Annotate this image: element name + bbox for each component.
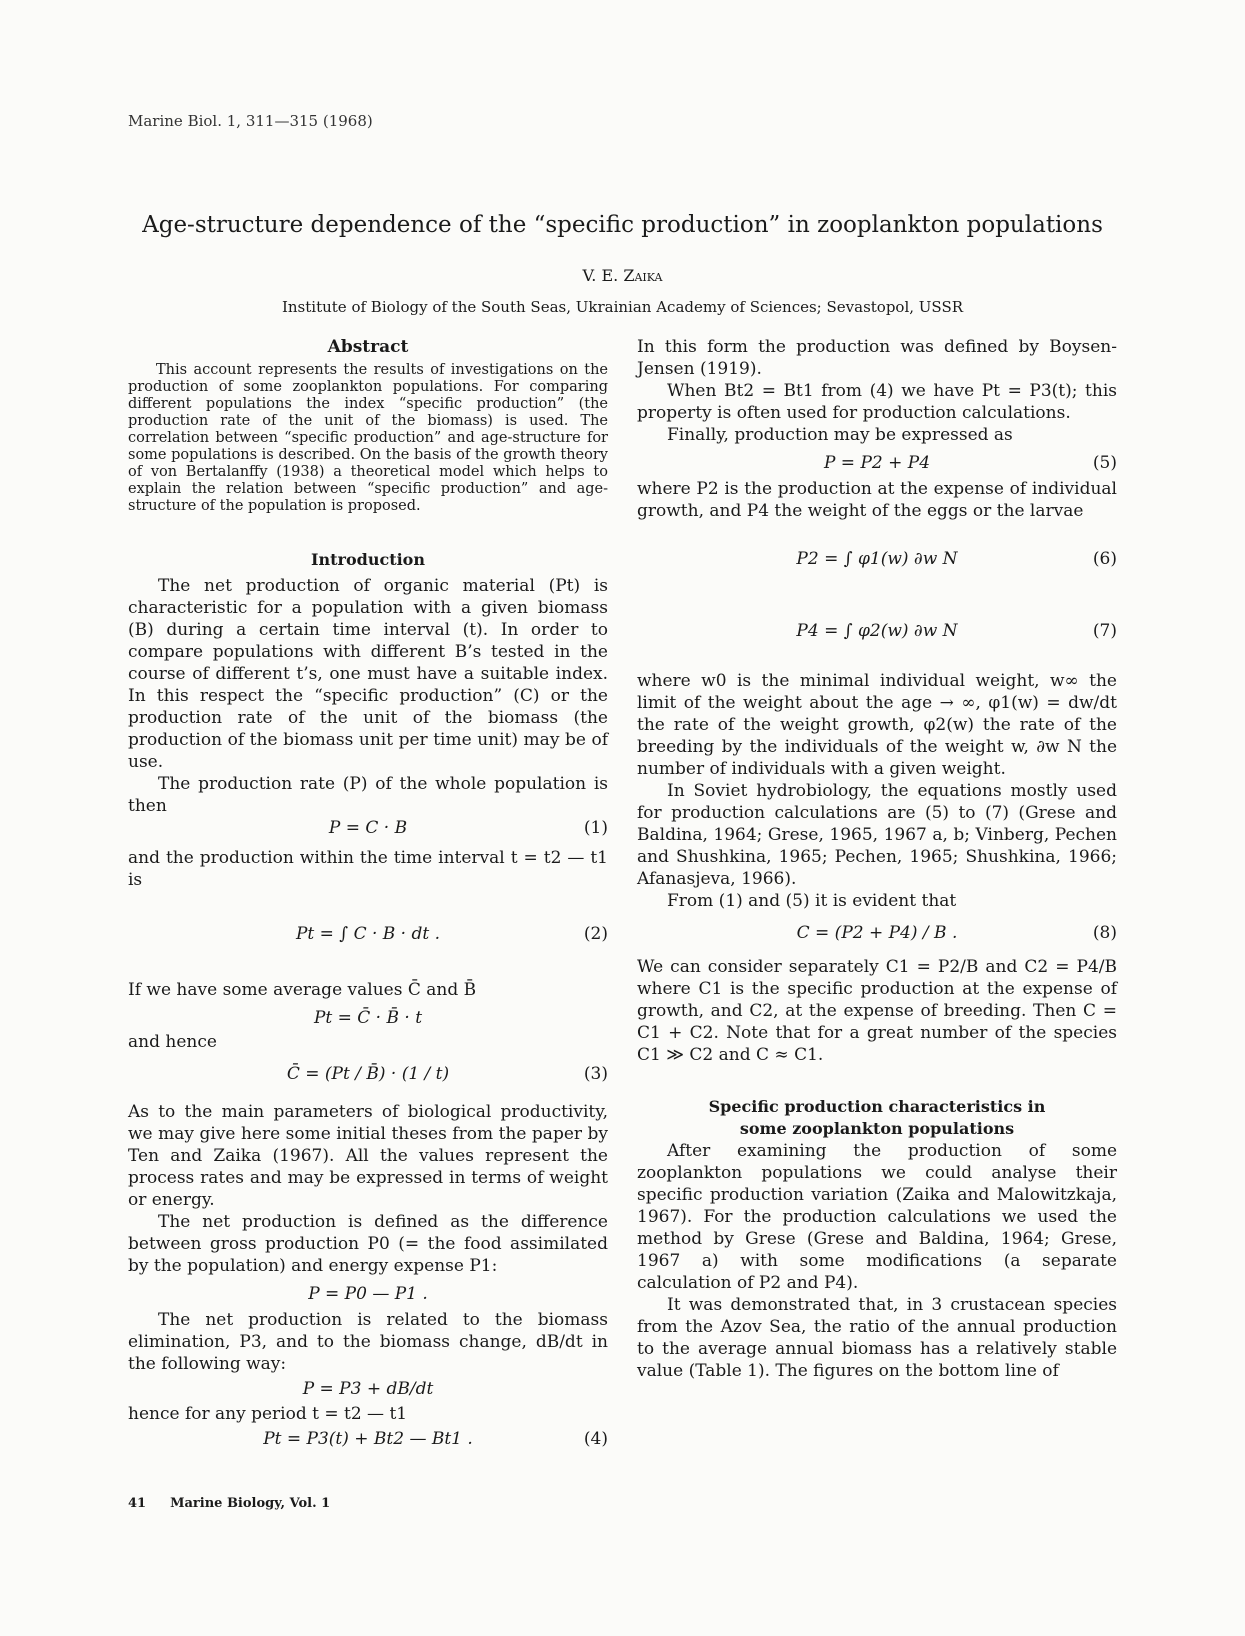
intro-paragraph-3: and the production within the time interval t = t2 — t1 is [128, 848, 608, 890]
right-paragraph-2: When Bt2 = Bt1 from (4) we have Pt = P3(t); this property is often used for production calculations. [637, 381, 1117, 423]
intro-paragraph-2: The production rate (P) of the whole population is then [128, 774, 608, 816]
right-column [637, 336, 1117, 1382]
right-paragraph-9: After examining the production of some zooplankton populations we could analyse their specific production variation (Zaika and Malowitzkaja, 1967). For the production calculations we used the method by Grese (Grese and Baldina, 1964; Grese, 1967 a) with some modifications (a separate calculation of P2 and P4). [637, 1141, 1117, 1293]
right-paragraph-6: In Soviet hydrobiology, the equations mostly used for production calculations are (5) to (7) (Grese and Baldina, 1964; Grese, 1965, 1967 a, b; Vinberg, Pechen and Shushkina, 1965; Pechen, 1965; Shushkina, 1966; Afanasjeva, 1966). [637, 781, 1117, 889]
equation-p3: P = P3 + dB/dt [302, 1379, 434, 1399]
equation-8: C = (P2 + P4) / B . (8) [796, 923, 1117, 943]
intro-paragraph-8: The net production is related to the biomass elimination, P3, and to the biomass change, dB/dt in the following way: [128, 1310, 608, 1374]
right-paragraph-1: In this form the production was defined by Boysen-Jensen (1919). [637, 337, 1117, 379]
journal-reference: Marine Biol. 1, 311—315 (1968) [128, 112, 373, 130]
intro-paragraph-7: The net production is defined as the difference between gross production P0 (= the food assimilated by the population) and energy expense P1: [128, 1212, 608, 1276]
equation-5: P = P2 + P4 (5) [823, 453, 1117, 473]
equation-average: Pt = C̄ · B̄ · t [313, 1008, 423, 1028]
author-initials: V. E. [582, 266, 619, 285]
right-paragraph-7: From (1) and (5) it is evident that [667, 891, 957, 911]
page-number: 41 [128, 1496, 147, 1511]
author [0, 266, 1245, 285]
right-paragraph-3: Finally, production may be expressed as [667, 425, 1013, 445]
equation-p0: P = P0 — P1 . [308, 1284, 428, 1304]
author-surname: Zaika [623, 266, 663, 285]
right-paragraph-4: where P2 is the production at the expense of individual growth, and P4 the weight of the eggs or the larvae [637, 479, 1117, 521]
equation-1: P = C · B (1) [328, 818, 608, 838]
intro-paragraph-6: As to the main parameters of biological productivity, we may give here some initial theses from the paper by Ten and Zaika (1967). All the values represent the process rates and may be expressed in terms of weight or energy. [128, 1102, 608, 1210]
abstract-text: This account represents the results of investigations on the production of some zooplankton populations. For comparing different populations the index “specific production” (the production rate of the unit of the biomass) is used. The correlation between “specific production” and age-structure for some populations is described. On the basis of the growth theory of von Bertalanffy (1938) a theoretical model which helps to explain the relation between “specific production” and age-structure of the population is proposed. [128, 362, 608, 514]
equation-6: P2 = ∫ φ1(w) ∂w N (6) [796, 549, 1117, 569]
intro-paragraph-5: and hence [128, 1032, 217, 1052]
left-column [128, 336, 608, 1453]
affiliation: Institute of Biology of the South Seas, Ukrainian Academy of Sciences; Sevastopol, USSR [281, 298, 964, 316]
intro-paragraph-4: If we have some average values C̄ and B̄ [128, 980, 477, 1000]
introduction-heading: Introduction [311, 550, 425, 569]
abstract-heading: Abstract [327, 337, 409, 357]
equation-7: P4 = ∫ φ2(w) ∂w N (7) [796, 621, 1117, 641]
page-footer [128, 1496, 330, 1511]
intro-paragraph-1: The net production of organic material (Pt) is characteristic for a population with a given biomass (B) during a certain time interval (t). In order to compare populations with different B’s tested in the course of different t’s, one must have a suitable index. In this respect the “specific production” (C) or the production rate of the unit of the biomass (the production of the biomass unit per time unit) may be of use. [128, 576, 608, 772]
footer-journal: Marine Biology, Vol. 1 [170, 1496, 331, 1511]
equation-3: C̄ = (Pt / B̄) · (1 / t) (3) [286, 1064, 608, 1084]
right-paragraph-5: where w0 is the minimal individual weight, w∞ the limit of the weight about the age → ∞, φ1(w) = dw/dt the rate of the weight growth, φ2(w) the rate of the breeding by the individuals of the weight w, ∂w N the number of individuals with a given weight. [637, 671, 1117, 779]
equation-2: Pt = ∫ C · B · dt . (2) [295, 924, 608, 944]
right-paragraph-8: We can consider separately C1 = P2/B and C2 = P4/B where C1 is the specific production at the expense of growth, and C2, at the expense of breeding. Then C = C1 + C2. Note that for a great number of the species C1 ≫ C2 and C ≈ C1. [637, 957, 1117, 1065]
paper-title: Age-structure dependence of the “specific production” in zooplankton populations [142, 212, 1103, 238]
intro-paragraph-9: hence for any period t = t2 — t1 [128, 1404, 408, 1424]
section-heading-specific-production: Specific production characteristics in some zooplankton populations [708, 1097, 1046, 1138]
right-paragraph-10: It was demonstrated that, in 3 crustacean species from the Azov Sea, the ratio of the annual production to the average annual biomass has a relatively stable value (Table 1). The figures on the bottom line of [637, 1295, 1117, 1381]
equation-4: Pt = P3(t) + Bt2 — Bt1 . (4) [263, 1429, 608, 1449]
